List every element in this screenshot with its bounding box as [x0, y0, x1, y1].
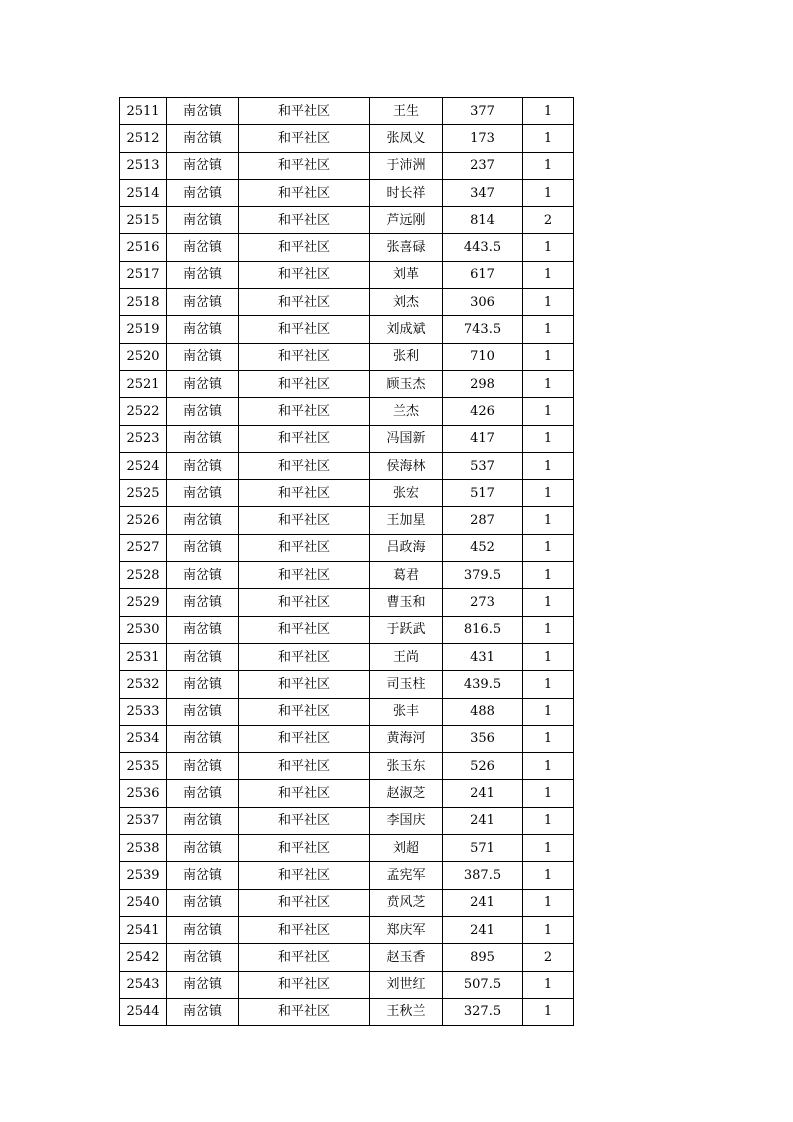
town-cell: 南岔镇: [167, 562, 239, 589]
community-cell: 和平社区: [239, 452, 370, 479]
town-cell: 南岔镇: [167, 862, 239, 889]
amount-cell: 387.5: [443, 862, 523, 889]
amount-cell: 241: [443, 780, 523, 807]
row-number-cell: 2527: [120, 534, 167, 561]
name-cell: 刘成斌: [370, 316, 443, 343]
community-cell: 和平社区: [239, 889, 370, 916]
name-cell: 赵玉香: [370, 944, 443, 971]
count-cell: 1: [523, 152, 574, 179]
amount-cell: 379.5: [443, 562, 523, 589]
community-cell: 和平社区: [239, 507, 370, 534]
table-row: [120, 725, 574, 752]
name-cell: 王尚: [370, 643, 443, 670]
name-cell: 李国庆: [370, 807, 443, 834]
amount-cell: 356: [443, 725, 523, 752]
count-cell: 1: [523, 971, 574, 998]
town-cell: 南岔镇: [167, 916, 239, 943]
table-row: [120, 916, 574, 943]
count-cell: 1: [523, 780, 574, 807]
community-cell: 和平社区: [239, 425, 370, 452]
town-cell: 南岔镇: [167, 152, 239, 179]
name-cell: 葛君: [370, 562, 443, 589]
table-row: [120, 207, 574, 234]
row-number-cell: 2526: [120, 507, 167, 534]
town-cell: 南岔镇: [167, 125, 239, 152]
row-number-cell: 2518: [120, 289, 167, 316]
name-cell: 兰杰: [370, 398, 443, 425]
table-row: [120, 234, 574, 261]
row-number-cell: 2544: [120, 998, 167, 1025]
town-cell: 南岔镇: [167, 261, 239, 288]
table-row: [120, 261, 574, 288]
community-cell: 和平社区: [239, 370, 370, 397]
count-cell: 1: [523, 616, 574, 643]
row-number-cell: 2525: [120, 480, 167, 507]
count-cell: 1: [523, 671, 574, 698]
table-row: [120, 698, 574, 725]
amount-cell: 710: [443, 343, 523, 370]
name-cell: 于跃武: [370, 616, 443, 643]
row-number-cell: 2515: [120, 207, 167, 234]
records-body: [120, 98, 574, 1026]
name-cell: 刘超: [370, 835, 443, 862]
town-cell: 南岔镇: [167, 480, 239, 507]
row-number-cell: 2529: [120, 589, 167, 616]
count-cell: 1: [523, 862, 574, 889]
town-cell: 南岔镇: [167, 316, 239, 343]
row-number-cell: 2511: [120, 98, 167, 125]
name-cell: 时长祥: [370, 179, 443, 206]
town-cell: 南岔镇: [167, 998, 239, 1025]
table-row: [120, 589, 574, 616]
name-cell: 王加星: [370, 507, 443, 534]
town-cell: 南岔镇: [167, 507, 239, 534]
community-cell: 和平社区: [239, 971, 370, 998]
town-cell: 南岔镇: [167, 343, 239, 370]
town-cell: 南岔镇: [167, 207, 239, 234]
community-cell: 和平社区: [239, 589, 370, 616]
amount-cell: 241: [443, 916, 523, 943]
table-row: [120, 616, 574, 643]
name-cell: 吕政海: [370, 534, 443, 561]
amount-cell: 377: [443, 98, 523, 125]
community-cell: 和平社区: [239, 916, 370, 943]
amount-cell: 287: [443, 507, 523, 534]
table-row: [120, 316, 574, 343]
row-number-cell: 2540: [120, 889, 167, 916]
name-cell: 孟宪军: [370, 862, 443, 889]
amount-cell: 743.5: [443, 316, 523, 343]
row-number-cell: 2542: [120, 944, 167, 971]
amount-cell: 443.5: [443, 234, 523, 261]
town-cell: 南岔镇: [167, 534, 239, 561]
count-cell: 1: [523, 261, 574, 288]
count-cell: 1: [523, 889, 574, 916]
table-row: [120, 889, 574, 916]
community-cell: 和平社区: [239, 152, 370, 179]
row-number-cell: 2532: [120, 671, 167, 698]
town-cell: 南岔镇: [167, 698, 239, 725]
count-cell: 1: [523, 480, 574, 507]
count-cell: 1: [523, 425, 574, 452]
name-cell: 张凤义: [370, 125, 443, 152]
count-cell: 1: [523, 234, 574, 261]
town-cell: 南岔镇: [167, 425, 239, 452]
town-cell: 南岔镇: [167, 234, 239, 261]
row-number-cell: 2513: [120, 152, 167, 179]
table-row: [120, 152, 574, 179]
amount-cell: 537: [443, 452, 523, 479]
count-cell: 2: [523, 207, 574, 234]
table-row: [120, 425, 574, 452]
community-cell: 和平社区: [239, 807, 370, 834]
name-cell: 黄海河: [370, 725, 443, 752]
amount-cell: 273: [443, 589, 523, 616]
table-row: [120, 289, 574, 316]
name-cell: 曹玉和: [370, 589, 443, 616]
town-cell: 南岔镇: [167, 179, 239, 206]
amount-cell: 439.5: [443, 671, 523, 698]
amount-cell: 816.5: [443, 616, 523, 643]
table-row: [120, 480, 574, 507]
name-cell: 王秋兰: [370, 998, 443, 1025]
table-row: [120, 125, 574, 152]
community-cell: 和平社区: [239, 261, 370, 288]
count-cell: 1: [523, 370, 574, 397]
town-cell: 南岔镇: [167, 889, 239, 916]
row-number-cell: 2514: [120, 179, 167, 206]
town-cell: 南岔镇: [167, 643, 239, 670]
table-row: [120, 179, 574, 206]
count-cell: 1: [523, 807, 574, 834]
community-cell: 和平社区: [239, 862, 370, 889]
town-cell: 南岔镇: [167, 616, 239, 643]
count-cell: 1: [523, 343, 574, 370]
amount-cell: 347: [443, 179, 523, 206]
community-cell: 和平社区: [239, 234, 370, 261]
name-cell: 顾玉杰: [370, 370, 443, 397]
table-row: [120, 807, 574, 834]
table-row: [120, 343, 574, 370]
name-cell: 刘革: [370, 261, 443, 288]
town-cell: 南岔镇: [167, 452, 239, 479]
row-number-cell: 2531: [120, 643, 167, 670]
table-row: [120, 452, 574, 479]
community-cell: 和平社区: [239, 835, 370, 862]
amount-cell: 488: [443, 698, 523, 725]
amount-cell: 895: [443, 944, 523, 971]
table-row: [120, 753, 574, 780]
community-cell: 和平社区: [239, 480, 370, 507]
amount-cell: 617: [443, 261, 523, 288]
amount-cell: 526: [443, 753, 523, 780]
amount-cell: 298: [443, 370, 523, 397]
table-row: [120, 534, 574, 561]
count-cell: 1: [523, 534, 574, 561]
row-number-cell: 2537: [120, 807, 167, 834]
count-cell: 1: [523, 507, 574, 534]
row-number-cell: 2521: [120, 370, 167, 397]
row-number-cell: 2519: [120, 316, 167, 343]
row-number-cell: 2538: [120, 835, 167, 862]
row-number-cell: 2530: [120, 616, 167, 643]
row-number-cell: 2520: [120, 343, 167, 370]
table-row: [120, 370, 574, 397]
town-cell: 南岔镇: [167, 398, 239, 425]
table-row: [120, 671, 574, 698]
amount-cell: 452: [443, 534, 523, 561]
name-cell: 张利: [370, 343, 443, 370]
table-row: [120, 780, 574, 807]
row-number-cell: 2534: [120, 725, 167, 752]
community-cell: 和平社区: [239, 725, 370, 752]
amount-cell: 237: [443, 152, 523, 179]
count-cell: 1: [523, 562, 574, 589]
count-cell: 1: [523, 725, 574, 752]
amount-cell: 814: [443, 207, 523, 234]
community-cell: 和平社区: [239, 207, 370, 234]
amount-cell: 306: [443, 289, 523, 316]
name-cell: 郑庆军: [370, 916, 443, 943]
table-row: [120, 835, 574, 862]
community-cell: 和平社区: [239, 534, 370, 561]
community-cell: 和平社区: [239, 671, 370, 698]
community-cell: 和平社区: [239, 98, 370, 125]
count-cell: 2: [523, 944, 574, 971]
count-cell: 1: [523, 698, 574, 725]
amount-cell: 327.5: [443, 998, 523, 1025]
name-cell: 王生: [370, 98, 443, 125]
amount-cell: 517: [443, 480, 523, 507]
row-number-cell: 2516: [120, 234, 167, 261]
row-number-cell: 2523: [120, 425, 167, 452]
amount-cell: 173: [443, 125, 523, 152]
name-cell: 侯海林: [370, 452, 443, 479]
count-cell: 1: [523, 589, 574, 616]
table-row: [120, 398, 574, 425]
count-cell: 1: [523, 753, 574, 780]
table-row: [120, 971, 574, 998]
community-cell: 和平社区: [239, 289, 370, 316]
table-row: [120, 562, 574, 589]
town-cell: 南岔镇: [167, 807, 239, 834]
community-cell: 和平社区: [239, 316, 370, 343]
table-row: [120, 507, 574, 534]
amount-cell: 417: [443, 425, 523, 452]
table-row: [120, 98, 574, 125]
town-cell: 南岔镇: [167, 671, 239, 698]
row-number-cell: 2533: [120, 698, 167, 725]
name-cell: 张宏: [370, 480, 443, 507]
count-cell: 1: [523, 289, 574, 316]
amount-cell: 241: [443, 889, 523, 916]
row-number-cell: 2541: [120, 916, 167, 943]
community-cell: 和平社区: [239, 780, 370, 807]
town-cell: 南岔镇: [167, 725, 239, 752]
table-row: [120, 862, 574, 889]
town-cell: 南岔镇: [167, 971, 239, 998]
town-cell: 南岔镇: [167, 370, 239, 397]
community-cell: 和平社区: [239, 698, 370, 725]
name-cell: 赵淑芝: [370, 780, 443, 807]
count-cell: 1: [523, 179, 574, 206]
town-cell: 南岔镇: [167, 589, 239, 616]
row-number-cell: 2512: [120, 125, 167, 152]
name-cell: 冯国新: [370, 425, 443, 452]
town-cell: 南岔镇: [167, 98, 239, 125]
row-number-cell: 2539: [120, 862, 167, 889]
amount-cell: 507.5: [443, 971, 523, 998]
community-cell: 和平社区: [239, 643, 370, 670]
table-row: [120, 643, 574, 670]
name-cell: 司玉柱: [370, 671, 443, 698]
town-cell: 南岔镇: [167, 835, 239, 862]
amount-cell: 426: [443, 398, 523, 425]
row-number-cell: 2517: [120, 261, 167, 288]
table-row: [120, 998, 574, 1025]
count-cell: 1: [523, 835, 574, 862]
town-cell: 南岔镇: [167, 753, 239, 780]
row-number-cell: 2522: [120, 398, 167, 425]
records-table: [119, 97, 574, 1026]
row-number-cell: 2528: [120, 562, 167, 589]
community-cell: 和平社区: [239, 343, 370, 370]
community-cell: 和平社区: [239, 398, 370, 425]
name-cell: 刘世红: [370, 971, 443, 998]
amount-cell: 241: [443, 807, 523, 834]
town-cell: 南岔镇: [167, 780, 239, 807]
name-cell: 张玉东: [370, 753, 443, 780]
amount-cell: 571: [443, 835, 523, 862]
row-number-cell: 2536: [120, 780, 167, 807]
community-cell: 和平社区: [239, 998, 370, 1025]
name-cell: 芦远刚: [370, 207, 443, 234]
table-row: [120, 944, 574, 971]
count-cell: 1: [523, 998, 574, 1025]
community-cell: 和平社区: [239, 753, 370, 780]
town-cell: 南岔镇: [167, 289, 239, 316]
community-cell: 和平社区: [239, 179, 370, 206]
name-cell: 贲风芝: [370, 889, 443, 916]
count-cell: 1: [523, 125, 574, 152]
row-number-cell: 2535: [120, 753, 167, 780]
row-number-cell: 2543: [120, 971, 167, 998]
name-cell: 刘杰: [370, 289, 443, 316]
name-cell: 张喜碌: [370, 234, 443, 261]
count-cell: 1: [523, 452, 574, 479]
town-cell: 南岔镇: [167, 944, 239, 971]
count-cell: 1: [523, 916, 574, 943]
amount-cell: 431: [443, 643, 523, 670]
count-cell: 1: [523, 98, 574, 125]
community-cell: 和平社区: [239, 562, 370, 589]
community-cell: 和平社区: [239, 125, 370, 152]
count-cell: 1: [523, 398, 574, 425]
name-cell: 于沛洲: [370, 152, 443, 179]
name-cell: 张丰: [370, 698, 443, 725]
community-cell: 和平社区: [239, 944, 370, 971]
community-cell: 和平社区: [239, 616, 370, 643]
count-cell: 1: [523, 316, 574, 343]
count-cell: 1: [523, 643, 574, 670]
row-number-cell: 2524: [120, 452, 167, 479]
